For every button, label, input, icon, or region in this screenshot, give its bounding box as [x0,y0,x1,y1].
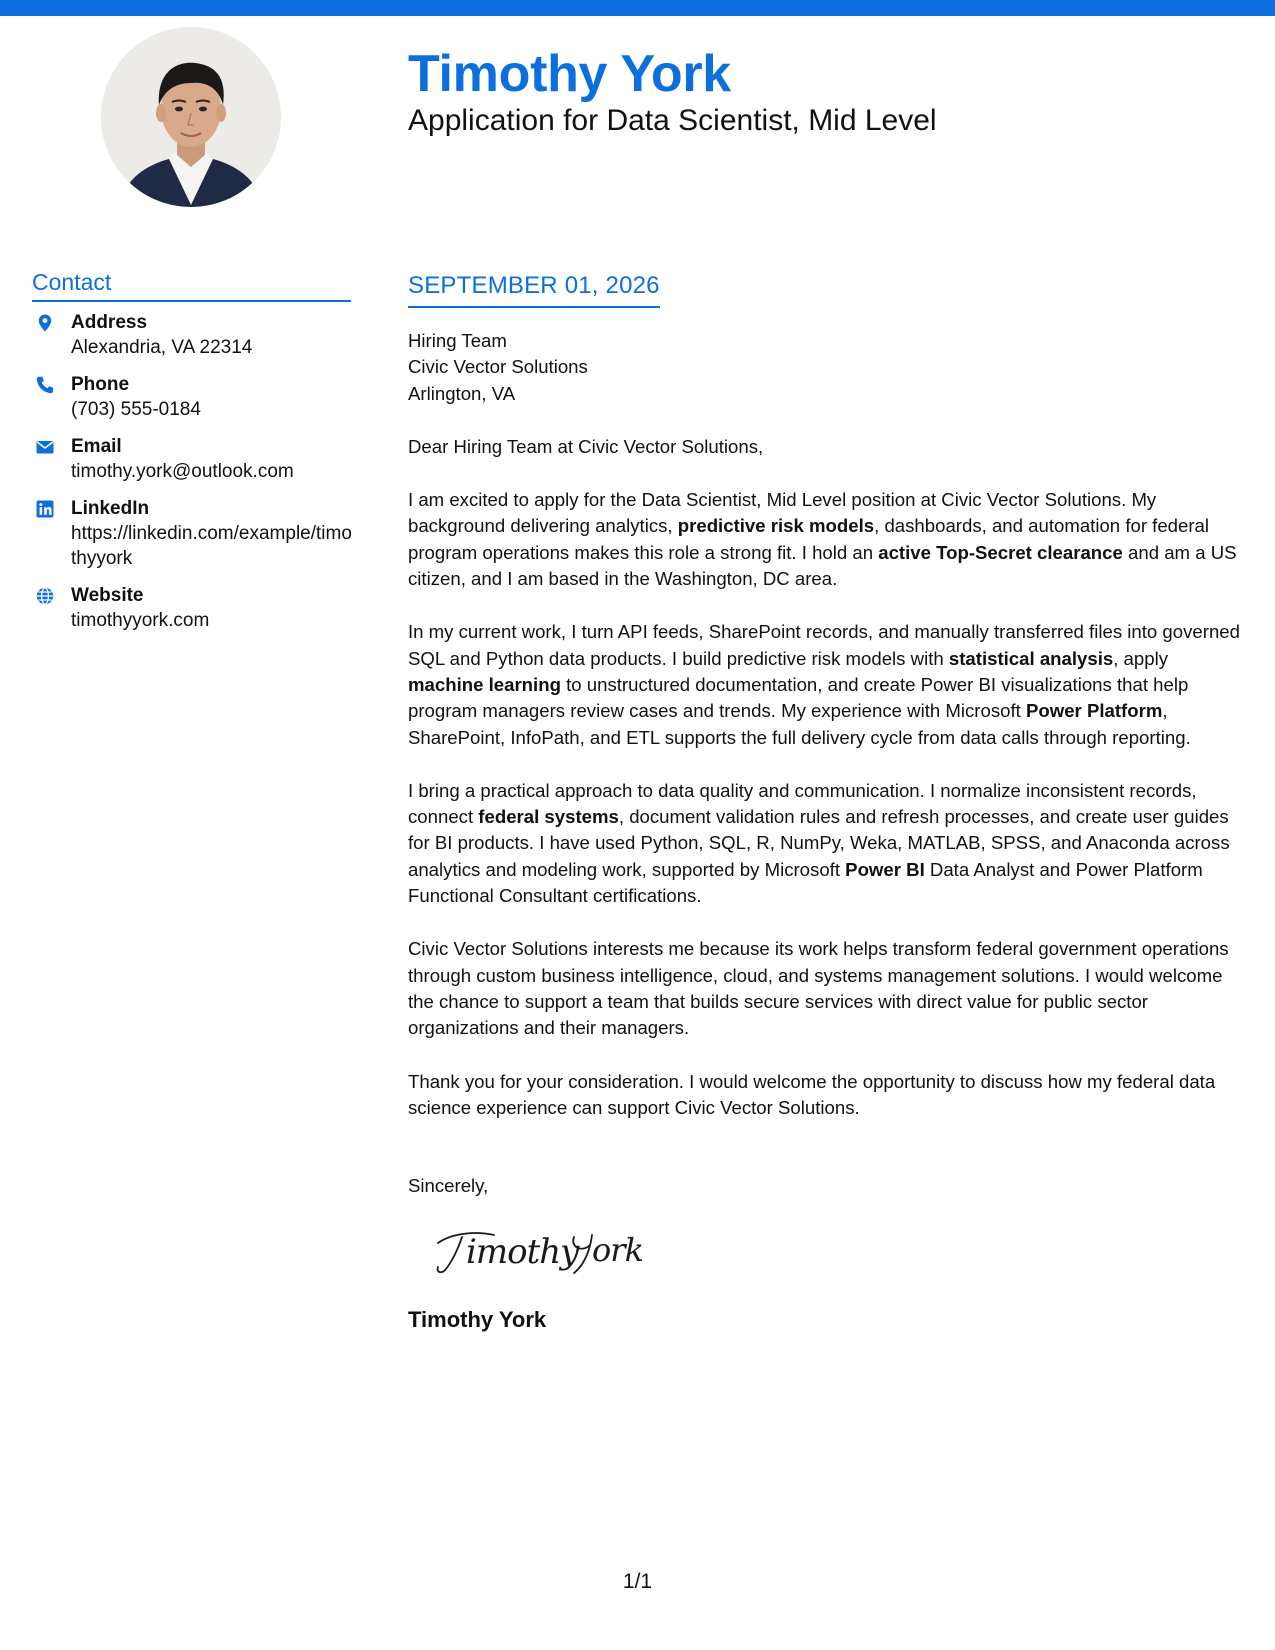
letter-paragraph [408,936,1248,1041]
candidate-name: Timothy York [408,45,731,103]
letter-body [408,328,1248,1334]
letter-paragraph [408,487,1248,592]
page-number: 1/1 [622,1570,653,1593]
closing: Sincerely, [408,1175,489,1197]
signer-name: Timothy York [408,1307,547,1333]
contact-item-address [32,310,352,360]
salutation: Dear Hiring Team at Civic Vector Solutions, [408,435,764,457]
letter-paragraph [408,778,1248,909]
contact-item-phone [32,372,352,422]
contact-label: Address [71,312,148,333]
emphasized-keyword: Power Platform [1025,700,1163,722]
contact-value: timothy.york@outlook.com [71,461,294,482]
recipient-line: Hiring Team [408,330,507,351]
paragraph-text: to unstructured documentation, and create Power BI visualizations that help program managers review cases and trends. My experience with Microsoft [408,673,1189,722]
handwritten-signature [432,1221,1248,1283]
paragraph-text: I bring a practical approach to data quality and communication. I normalize inconsistent records, connect [408,779,1197,828]
application-subtitle: Application for Data Scientist, Mid Level [408,104,937,137]
paragraph-text: , document validation rules and refresh processes, and create user guides for BI products. I have used Python, SQL, R, NumPy, Weka, MATLAB, SPSS, and Anaconda across analytics and modeling work, supported by Microsoft [408,806,1230,880]
contact-value: Alexandria, VA 22314 [71,337,253,358]
recipient-line: Civic Vector Solutions [408,356,588,378]
globe-icon [35,586,55,606]
contact-value[interactable]: timothyyork.com [71,610,210,631]
emphasized-keyword: federal systems [478,806,619,828]
contact-label: Website [71,585,144,606]
emphasized-keyword: predictive risk models [677,515,875,537]
signature-text: imothy [466,1232,579,1273]
map-pin-icon [35,313,55,333]
emphasized-keyword: Power BI [845,858,925,880]
paragraph-text: Thank you for your consideration. I would welcome the opportunity to discuss how my federal data science experience can support Civic Vector Solutions. [408,1070,1216,1118]
paragraph-text: In my current work, I turn API feeds, SharePoint records, and manually transferred files into governed SQL and Python data products. I build predictive risk models with [408,621,1240,669]
contact-item-email [32,434,352,484]
phone-icon [35,375,55,395]
signature-image [432,1221,692,1283]
contact-label: LinkedIn [71,498,150,519]
paragraph-text: , SharePoint, InfoPath, and ETL supports the full delivery cycle from data calls through reporting. [408,700,1191,748]
contact-list [32,310,352,645]
linkedin-icon [35,499,55,519]
paragraph-text: , dashboards, and automation for federal program operations makes this role a strong fit. I hold an [408,515,1210,563]
contact-item-website [32,583,352,633]
signature-text: ork [592,1231,643,1270]
emphasized-keyword: statistical analysis [948,647,1114,669]
emphasized-keyword: active Top-Secret clearance [878,541,1123,563]
contact-item-linkedin [32,496,352,571]
top-accent-bar [0,0,1275,16]
paragraph-text: I am excited to apply for the Data Scientist, Mid Level position at Civic Vector Solutions. My background delivering analytics, [408,489,1157,537]
profile-photo-illustration [101,27,281,207]
profile-photo [101,27,281,207]
recipient-line: Arlington, VA [408,382,516,404]
contact-value[interactable]: https://linkedin.com/example/timothyyork [71,523,352,569]
emphasized-keyword: machine learning [408,673,561,695]
letter-paragraph [408,1069,1248,1122]
email-icon [35,437,55,457]
contact-label: Email [71,436,122,457]
paragraph-text: Data Analyst and Power Platform Functional Consultant certifications. [408,858,1203,907]
paragraph-text: Civic Vector Solutions interests me because its work helps transform federal government operations through custom business intelligence, cloud, and systems management solutions. I would welcome the chance to support a team that builds secure services with direct value for public sector organizations and their managers. [408,938,1229,1039]
letter-date: SEPTEMBER 01, 2026 [408,272,660,308]
recipient-block [408,328,1248,407]
letter-paragraph [408,619,1248,750]
paragraph-text: and am a US citizen, and I am based in the Washington, DC area. [408,541,1237,590]
contact-heading: Contact [32,268,351,302]
paragraph-text: , apply [1113,647,1169,669]
contact-value: (703) 555-0184 [71,399,201,420]
contact-label: Phone [71,374,130,395]
